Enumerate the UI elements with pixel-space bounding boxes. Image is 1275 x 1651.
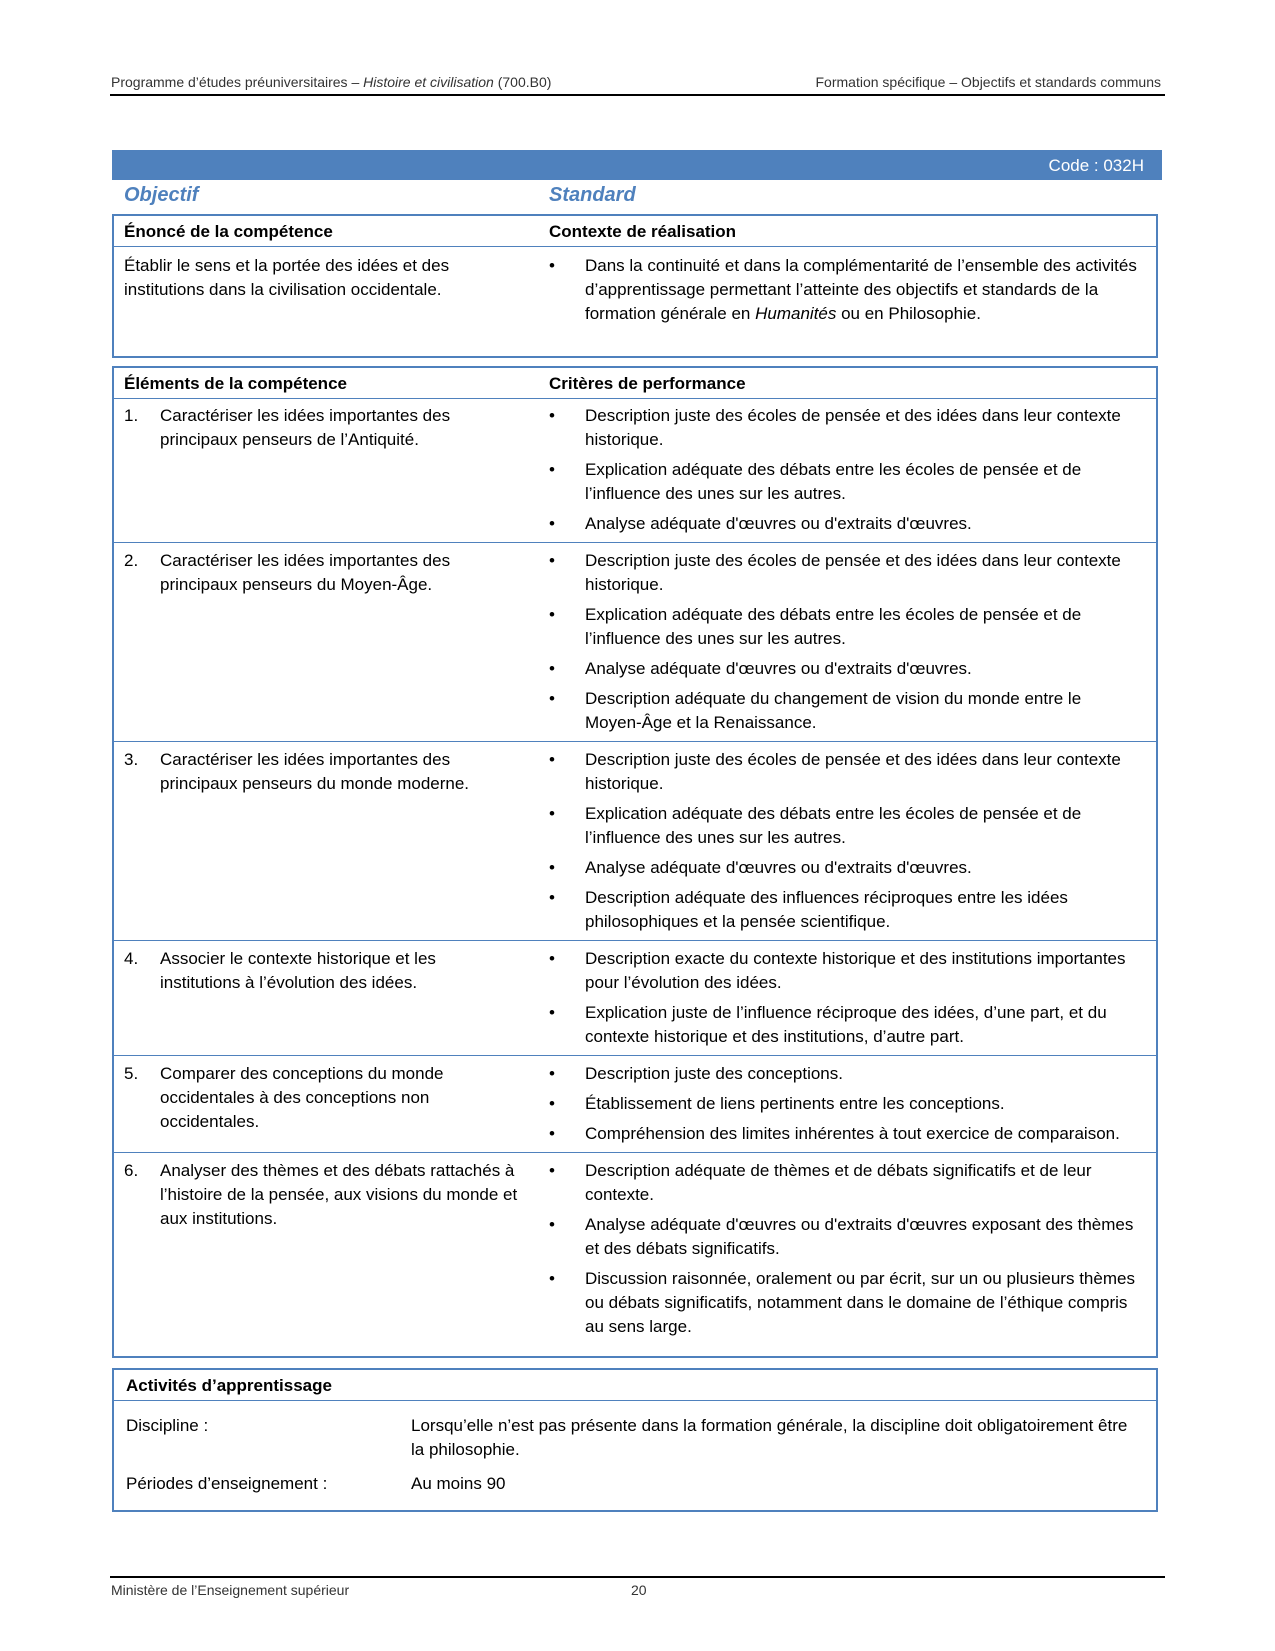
element-statement (124, 748, 519, 796)
criterion-item: • Explication adéquate des débats entre les écoles de pensée et de l’influence des unes sur les autres. (549, 603, 1139, 651)
criteria-list (549, 1159, 1139, 1339)
element-row (114, 398, 1156, 543)
criterion-item: • Établissement de liens pertinents entre les conceptions. (549, 1092, 1139, 1116)
objectif-title: Objectif (124, 184, 199, 206)
criterion-item: • Description adéquate de thèmes et de débats significatifs et de leur contexte. (549, 1159, 1139, 1207)
criterion-item: • Description adéquate des influences réciproques entre les idées philosophiques et la pensée scientifique. (549, 886, 1139, 934)
activites-box (112, 1368, 1158, 1512)
element-row (114, 742, 1156, 941)
enonce-label: Énoncé de la compétence (124, 222, 333, 241)
element-statement (124, 1159, 519, 1231)
discipline-label: Discipline : (126, 1416, 209, 1435)
criterion-item: • Analyse adéquate d'œuvres ou d'extraits d'œuvres. (549, 856, 1139, 880)
elements-list (114, 398, 1156, 1345)
element-statement (124, 404, 519, 452)
criterion-item: • Description adéquate du changement de vision du monde entre le Moyen-Âge et la Renaissance. (549, 687, 1139, 735)
criteria-list (549, 947, 1139, 1049)
header-section: Formation spécifique – Objectifs et standards communs (815, 74, 1161, 90)
criterion-item: • Description juste des conceptions. (549, 1062, 1139, 1086)
criterion-item: • Analyse adéquate d'œuvres ou d'extraits d'œuvres exposant des thèmes et des débats significatifs. (549, 1213, 1139, 1261)
criterion-item: • Compréhension des limites inhérentes à tout exercice de comparaison. (549, 1122, 1139, 1146)
criteria-list (549, 404, 1139, 536)
element-row (114, 1056, 1156, 1153)
periodes-row (126, 1472, 1136, 1496)
element-text: Comparer des conceptions du monde occidentales à des conceptions non occidentales. (160, 1064, 444, 1131)
criterion-item: • Analyse adéquate d'œuvres ou d'extraits d'œuvres. (549, 512, 1139, 536)
element-number: 1. (124, 406, 139, 425)
element-text: Caractériser les idées importantes des principaux penseurs de l’Antiquité. (160, 406, 451, 449)
footer-ministry: Ministère de l’Enseignement supérieur (111, 1582, 350, 1598)
element-row (114, 941, 1156, 1056)
contexte-bullet: • Dans la continuité et dans la complémentarité de l’ensemble des activités d’apprentissage permettant l’atteinte des objectifs et standards de la formation générale en Humanités ou en Philosophie. (549, 254, 1149, 326)
activites-header (114, 1370, 1156, 1401)
element-row (114, 543, 1156, 742)
standard-title: Standard (549, 184, 636, 206)
footer-divider (110, 1576, 1165, 1578)
header-program: Programme d’études préuniversitaires – Histoire et civilisation (700.B0) (111, 74, 552, 90)
page-footer (111, 1582, 647, 1598)
criterion-item: • Explication adéquate des débats entre les écoles de pensée et de l’influence des unes sur les autres. (549, 458, 1139, 506)
element-text: Caractériser les idées importantes des principaux penseurs du monde moderne. (160, 750, 470, 793)
discipline-row (126, 1414, 1136, 1462)
criterion-item: • Description juste des écoles de pensée et des idées dans leur contexte historique. (549, 404, 1139, 452)
criterion-item: • Description juste des écoles de pensée et des idées dans leur contexte historique. (549, 549, 1139, 597)
element-number: 6. (124, 1161, 139, 1180)
competence-code: Code : 032H (1048, 156, 1144, 175)
element-row (114, 1153, 1156, 1345)
criterion-item: • Description exacte du contexte historique et des institutions importantes pour l’évolution des idées. (549, 947, 1139, 995)
element-text: Caractériser les idées importantes des principaux penseurs du Moyen-Âge. (160, 551, 451, 594)
element-text: Analyser des thèmes et des débats rattachés à l’histoire de la pensée, aux visions du monde et aux institutions. (160, 1161, 518, 1228)
column-titles (124, 184, 1164, 212)
elements-box (112, 366, 1158, 1358)
criterion-item: • Explication adéquate des débats entre les écoles de pensée et de l’influence des unes sur les autres. (549, 802, 1139, 850)
criteria-list (549, 748, 1139, 934)
periodes-label: Périodes d’enseignement : (126, 1474, 328, 1493)
element-number: 2. (124, 551, 139, 570)
competence-box (112, 214, 1158, 358)
element-number: 3. (124, 750, 139, 769)
criterion-item: • Analyse adéquate d'œuvres ou d'extraits d'œuvres. (549, 657, 1139, 681)
contexte-label: Contexte de réalisation (549, 222, 737, 241)
code-bar (112, 150, 1162, 180)
elements-header-row (114, 368, 1156, 399)
enonce-text: Établir le sens et la portée des idées et des institutions dans la civilisation occidentale. (124, 256, 450, 299)
page-header (111, 74, 1161, 90)
contexte-text (549, 254, 1149, 326)
element-text: Associer le contexte historique et les institutions à l’évolution des idées. (160, 949, 436, 992)
criteria-list (549, 1062, 1139, 1146)
element-statement (124, 549, 519, 597)
periodes-value: Au moins 90 (411, 1474, 506, 1493)
criterion-item: • Description juste des écoles de pensée et des idées dans leur contexte historique. (549, 748, 1139, 796)
element-number: 4. (124, 949, 139, 968)
element-statement (124, 947, 519, 995)
criteres-label: Critères de performance (549, 374, 746, 393)
activites-title: Activités d’apprentissage (126, 1376, 332, 1395)
criterion-item: • Explication juste de l’influence réciproque des idées, d’une part, et du contexte historique et des institutions, d’autre part. (549, 1001, 1139, 1049)
elements-label: Éléments de la compétence (124, 374, 347, 393)
competence-header-row (114, 216, 1156, 247)
criteria-list (549, 549, 1139, 735)
criterion-item: • Discussion raisonnée, oralement ou par écrit, sur un ou plusieurs thèmes ou débats significatifs, notamment dans le domaine de l’éthique compris au sens large. (549, 1267, 1139, 1339)
element-number: 5. (124, 1064, 139, 1083)
page-number: 20 (631, 1582, 647, 1598)
element-statement (124, 1062, 519, 1134)
header-divider (110, 94, 1165, 96)
discipline-value: Lorsqu’elle n’est pas présente dans la formation générale, la discipline doit obligatoirement être la philosophie. (411, 1416, 1128, 1459)
